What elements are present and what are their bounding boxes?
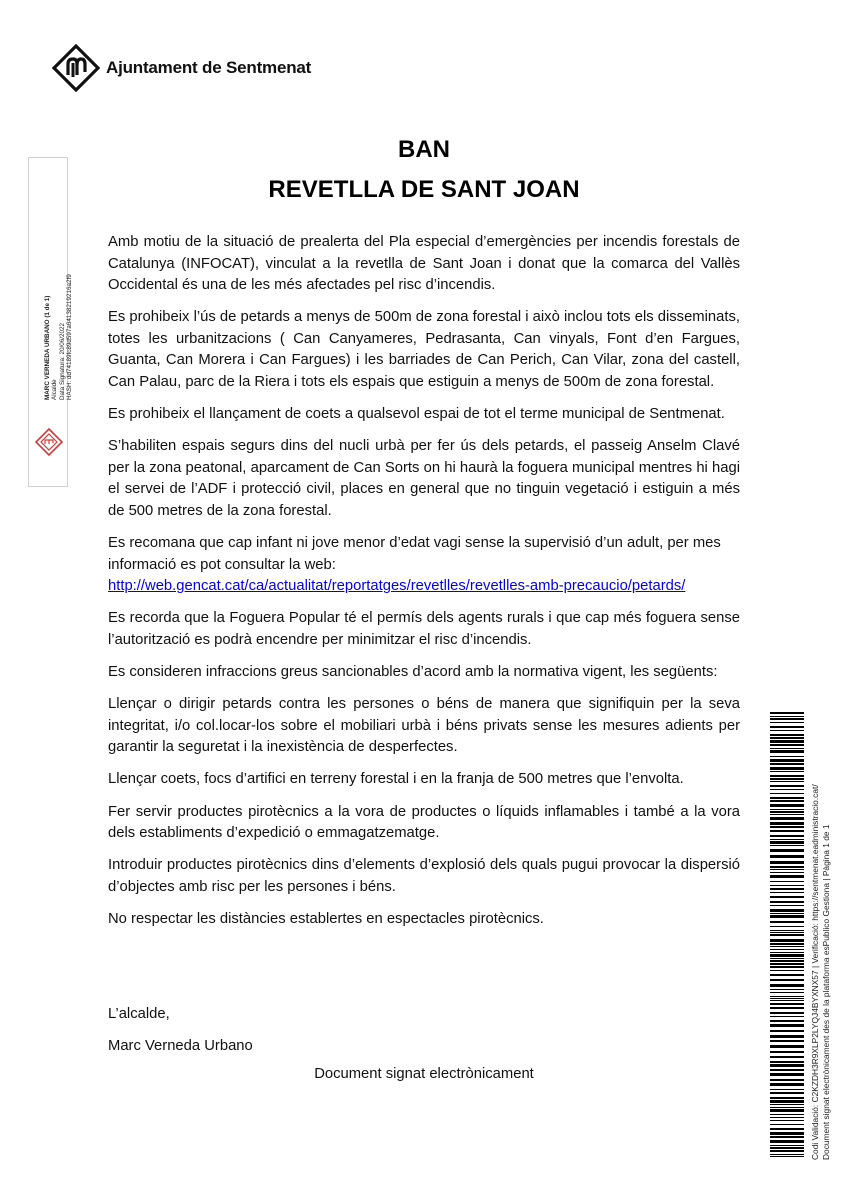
- barcode-bar: [770, 1035, 804, 1038]
- paragraph-recommendation: [108, 533, 740, 598]
- barcode-bar: [770, 1109, 804, 1112]
- barcode-bar: [770, 763, 804, 765]
- barcode-bar: [770, 778, 804, 780]
- barcode-bar: [770, 811, 804, 813]
- barcode-bar: [770, 960, 804, 962]
- barcode-bar: [770, 748, 804, 749]
- barcode-bar: [770, 901, 804, 903]
- barcode-bar: [770, 984, 804, 987]
- barcode-bar: [770, 915, 804, 918]
- barcode-bar: [770, 869, 804, 870]
- barcode-bar: [770, 913, 804, 914]
- barcode-bar: [770, 1007, 804, 1009]
- barcode-bar: [770, 845, 804, 846]
- barcode-bar: [770, 804, 804, 807]
- barcode-bar: [770, 1120, 804, 1121]
- barcode-bar: [770, 1154, 804, 1155]
- barcode-bar: [770, 934, 804, 936]
- barcode-bar: [770, 839, 804, 840]
- barcode-bar: [770, 797, 804, 799]
- barcode-bar: [770, 1020, 804, 1022]
- barcode-bar: [770, 866, 804, 868]
- barcode-bar: [770, 896, 804, 898]
- barcode-bar: [770, 921, 804, 923]
- barcode-bar: [770, 1156, 804, 1157]
- signoff: [108, 1004, 253, 1068]
- barcode-bar: [770, 809, 804, 810]
- barcode-bar: [770, 946, 804, 947]
- barcode-bar: [770, 1016, 804, 1017]
- barcode-bar: [770, 835, 804, 837]
- barcode-bar: [770, 817, 804, 820]
- barcode-bar: [770, 1136, 804, 1138]
- org-name: Ajuntament de Sentmenat: [106, 58, 312, 77]
- barcode-bar: [770, 1051, 804, 1053]
- barcode-bar: [770, 989, 804, 990]
- barcode-bar: [770, 1040, 804, 1042]
- barcode-bar: [770, 1069, 804, 1071]
- barcode-bar: [770, 781, 804, 782]
- paragraph-coets-prohibition: Es prohibeix el llançament de coets a qualsevol espai de tot el terme municipal de Sentmenat.: [108, 406, 725, 423]
- barcode-bar: [770, 1000, 804, 1001]
- infraction-item: Introduir productes pirotècnics dins d’elements d’explosió dels quals pugui provocar la dispersió d’objectes amb risc per les persones i béns.: [108, 857, 740, 895]
- barcode-bar: [770, 785, 804, 787]
- verification-code: Codi Validació: C2KZDH3R9XLP2LYQJ4BYXNX57 | Verificació: https://sentmenat.eadministracio.cat/: [810, 784, 820, 1160]
- recommendation-text: Es recomana que cap infant ni jove menor d’edat vagi sense la supervisió d’un adult, per mes informació es pot consultar la web:: [108, 535, 721, 573]
- gencat-link[interactable]: http://web.gencat.cat/ca/actualitat/reportatges/revetlles/revetlles-amb-precaucio/petards/: [108, 578, 686, 595]
- barcode-bar: [770, 943, 804, 945]
- barcode-bar: [770, 1079, 804, 1081]
- barcode-bar: [770, 1097, 804, 1099]
- barcode-bar: [770, 849, 804, 852]
- barcode-bar: [770, 1100, 804, 1103]
- barcode-bar: [770, 855, 804, 858]
- barcode-bar: [770, 881, 804, 882]
- signer-name: MARC VERNEDA URBANO (1 de 1): [44, 295, 51, 400]
- barcode-bar: [770, 722, 804, 723]
- barcode-bar: [770, 958, 804, 959]
- barcode-bar: [770, 875, 804, 878]
- barcode-bar: [770, 1117, 804, 1118]
- barcode-icon: [770, 712, 804, 1160]
- paragraph-infractions: Es consideren infraccions greus sancionables d’acord amb la normativa vigent, les següents:: [108, 664, 718, 681]
- infraction-item: Llençar o dirigir petards contra les persones o béns de manera que signifiquin per la seva integritat, i/o col.locar-los sobre el mobiliari urbà i béns privats sense les mesures adients per garantir la seguretat i la inexistència de desperfectes.: [108, 696, 740, 756]
- document-title: BAN: [398, 136, 450, 163]
- barcode-bar: [770, 1030, 804, 1032]
- barcode-bar: [770, 1114, 804, 1115]
- barcode-bar: [770, 814, 804, 815]
- barcode-bar: [770, 939, 804, 942]
- barcode-bar: [770, 767, 804, 770]
- barcode-bar: [770, 970, 804, 971]
- verification-platform: Document signat electrònicament des de la plataforma esPublico Gestiona | Pàgina 1 de 1: [820, 824, 831, 1160]
- barcode-bar: [770, 905, 804, 906]
- document-body: [108, 232, 740, 941]
- barcode-bar: [770, 750, 804, 753]
- barcode-bar: [770, 1132, 804, 1135]
- signer-role: Alcalde: [51, 379, 59, 400]
- barcode-bar: [770, 1056, 804, 1058]
- barcode-bar: [770, 885, 804, 886]
- barcode-bar: [770, 998, 804, 999]
- infraction-item: Fer servir productes pirotècnics a la vora de productes o líquids inflamables i també a la vora dels establiments d’expedició o emmagatzematge.: [108, 803, 740, 842]
- barcode-bar: [770, 759, 804, 762]
- electronic-signature-note: Document signat electrònicament: [314, 1066, 534, 1082]
- barcode-bar: [770, 726, 804, 728]
- barcode-bar: [770, 1150, 804, 1152]
- barcode-bar: [770, 1083, 804, 1086]
- barcode-bar: [770, 979, 804, 981]
- barcode-bar: [770, 744, 804, 746]
- barcode-bar: [770, 892, 804, 893]
- barcode-bar: [770, 740, 804, 743]
- barcode-bar: [770, 822, 804, 825]
- signoff-name: Marc Verneda Urbano: [108, 1038, 253, 1055]
- barcode-bar: [770, 1061, 804, 1063]
- barcode-bar: [770, 789, 804, 790]
- barcode-bar: [770, 963, 804, 965]
- paragraph-safe-spaces: S’habiliten espais segurs dins del nucli urbà per fer ús dels petards, el passeig Anselm Clavé per la zona peatonal, aparcament de Can Sorts on hi haurà la foguera municipal mentres hi hagi el servei de l’ADF i protecció civil, places en general que no tinguin vegetació i estiguin a més de 500 metres de la zona forestal.: [108, 438, 740, 520]
- paragraph-intro: Amb motiu de la situació de prealerta del Pla especial d’emergències per incendis forestals de Catalunya (INFOCAT), vinculat a la revetlla de Sant Joan i donat que la comarca del Vallès Occidental és una de les més afectades pel risc d’incendis.: [108, 234, 740, 294]
- barcode-bar: [770, 909, 804, 912]
- barcode-bar: [770, 966, 804, 968]
- barcode-bar: [770, 1140, 804, 1143]
- infraction-item: No respectar les distàncies establertes en espectacles pirotècnics.: [108, 910, 544, 927]
- paragraph-petards-prohibition: Es prohibeix l’ús de petards a menys de 500m de zona forestal i això inclou tots els disseminats, totes les urbanitzacions ( Can Canyameres, Pedrasanta, Can vinyals, Font d’en Fargues, Guanta, Can Morera i Can Fargues) i les barriades de Can Perich, Can Vilar, zona del castell, Can Palau, parc de la Riera i tots els espais que estiguin a menys de 500m de zona forestal.: [108, 309, 740, 391]
- barcode-bar: [770, 734, 804, 736]
- signature-seal-icon: [35, 428, 63, 456]
- barcode-bar: [770, 1128, 804, 1130]
- sentmenat-logo-icon: [52, 44, 100, 92]
- barcode-bar: [770, 1092, 804, 1094]
- barcode-bar: [770, 872, 804, 873]
- barcode-bar: [770, 1073, 804, 1076]
- barcode-bar: [770, 949, 804, 950]
- barcode-bar: [770, 996, 804, 997]
- barcode-bar: [770, 1045, 804, 1048]
- barcode-bar: [770, 841, 804, 844]
- barcode-bar: [770, 1104, 804, 1105]
- barcode-bar: [770, 1024, 804, 1027]
- barcode-bar: [770, 1124, 804, 1125]
- barcode-bar: [770, 793, 804, 794]
- signoff-role: L’alcalde,: [108, 1006, 170, 1022]
- barcode-bar: [770, 888, 804, 890]
- signature-hash: HASH: dd74189fc89d597a64138219216a2f9: [66, 274, 74, 400]
- document-subtitle: REVETLLA DE SANT JOAN: [268, 176, 580, 203]
- barcode-bar: [770, 718, 804, 720]
- barcode-bar: [770, 974, 804, 976]
- barcode-bar: [770, 930, 804, 931]
- barcode-bar: [770, 737, 804, 739]
- barcode-bar: [770, 992, 804, 993]
- barcode-bar: [770, 826, 804, 828]
- barcode-bar: [770, 756, 804, 757]
- barcode-bar: [770, 1003, 804, 1005]
- barcode-bar: [770, 1107, 804, 1108]
- barcode-bar: [770, 1145, 804, 1146]
- barcode-bar: [770, 712, 804, 714]
- barcode-bar: [770, 716, 804, 717]
- barcode-bar: [770, 1147, 804, 1149]
- barcode-bar: [770, 730, 804, 731]
- barcode-bar: [770, 952, 804, 953]
- barcode-bar: [770, 800, 804, 802]
- barcode-bar: [770, 1012, 804, 1014]
- barcode-bar: [770, 1089, 804, 1090]
- barcode-bar: [770, 932, 804, 933]
- barcode-bar: [770, 1064, 804, 1067]
- barcode-bar: [770, 775, 804, 777]
- barcode-bar: [770, 954, 804, 957]
- barcode-bar: [770, 926, 804, 927]
- paragraph-foguera: Es recorda que la Foguera Popular té el permís dels agents rurals i que cap més foguera sense l’autorització es podrà encendre per minimitzar el risc d’incendis.: [108, 610, 740, 648]
- barcode-bar: [770, 771, 804, 772]
- signature-date: Data Signatura: 20/06/2022: [58, 322, 66, 400]
- barcode-bar: [770, 861, 804, 864]
- infraction-item: Llençar coets, focs d’artifici en terreny forestal i en la franja de 500 metres que l’envolta.: [108, 771, 684, 788]
- barcode-bar: [770, 830, 804, 832]
